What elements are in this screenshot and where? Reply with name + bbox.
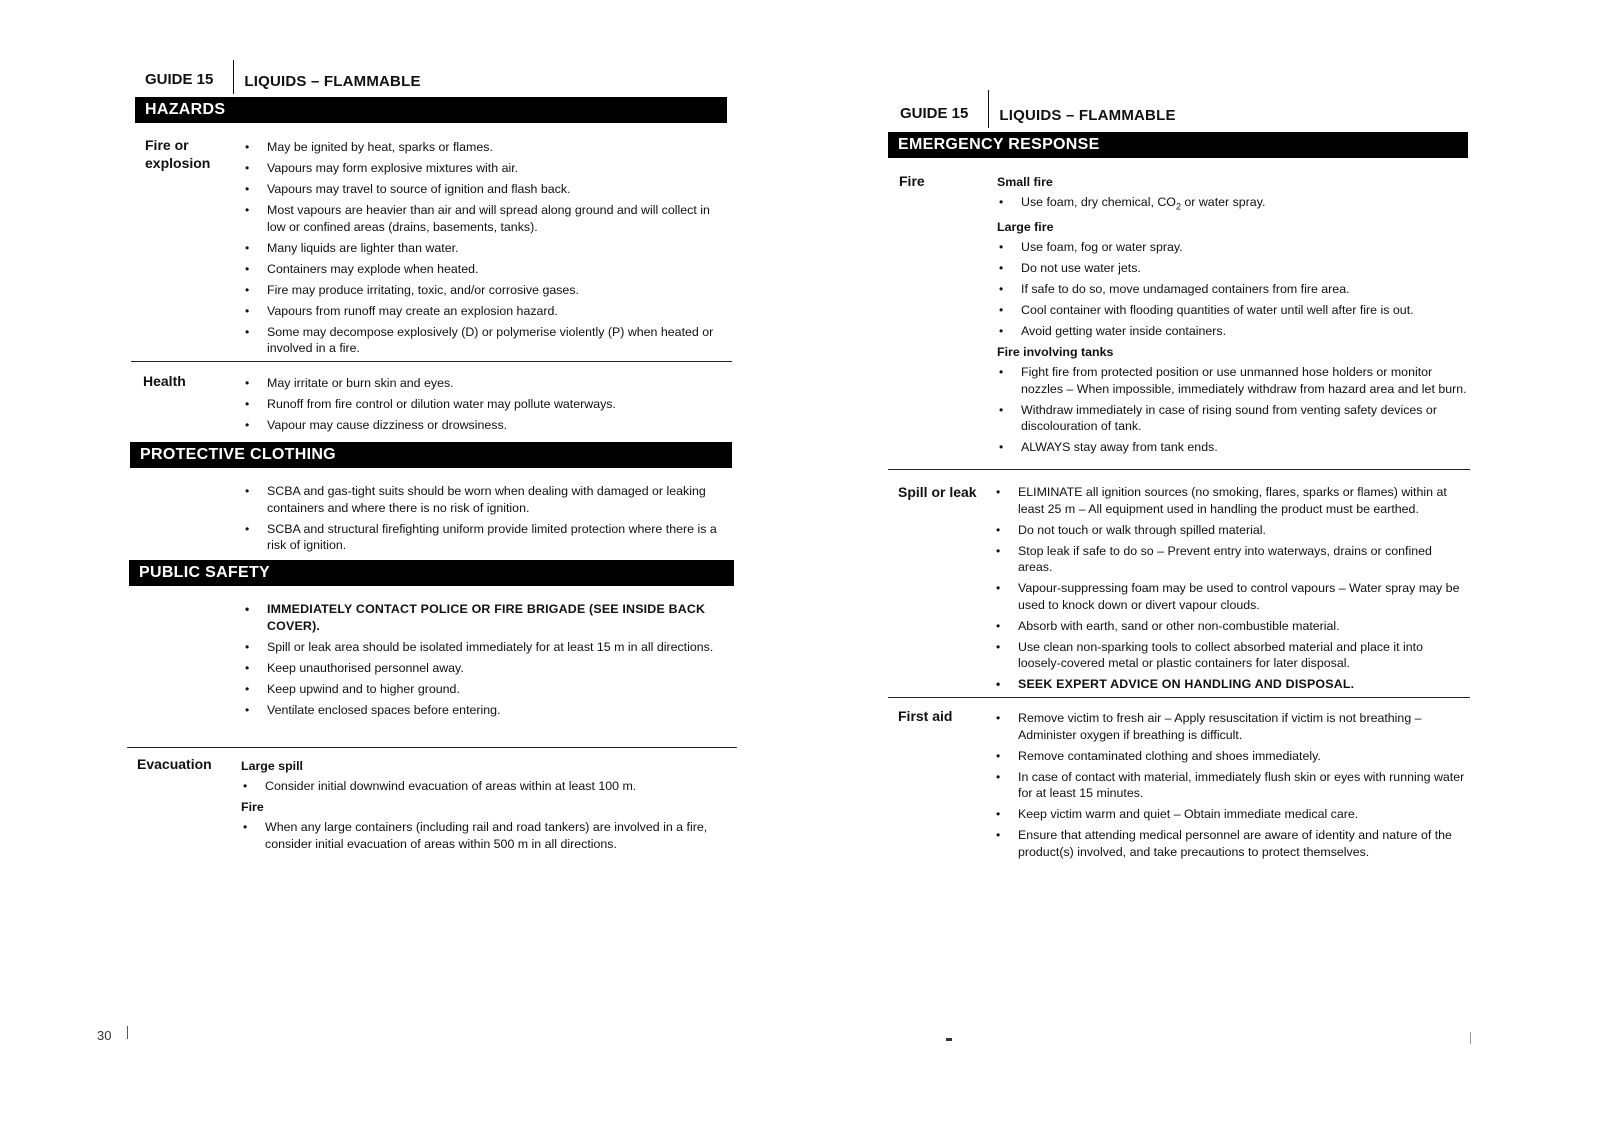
fire-label: Fire xyxy=(899,173,925,189)
guide-number: GUIDE 15 xyxy=(145,71,214,88)
tanks-fire-heading: Fire involving tanks xyxy=(997,345,1114,360)
list-item: • Containers may explode when heated. xyxy=(243,261,723,278)
list-item: • Remove contaminated clothing and shoes immediately. xyxy=(994,748,1466,765)
list-item: • May be ignited by heat, sparks or flames. xyxy=(243,139,723,156)
list-item: • Vapours may form explosive mixtures with air. xyxy=(243,160,723,177)
list-item: • Use foam, dry chemical, $CO_2$ or water spray. xyxy=(997,194,1467,215)
list-item: • Runoff from fire control or dilution water may pollute waterways. xyxy=(243,396,723,413)
list-item: • Most vapours are heavier than air and will spread along ground and will collect in low or confined areas (drains, basements, tanks). xyxy=(243,202,723,235)
list-item: • IMMEDIATELY CONTACT POLICE OR FIRE BRIGADE (SEE INSIDE BACK COVER). xyxy=(243,601,723,634)
list-item: • Some may decompose explosively (D) or polymerise violently (P) when heated or involved in a fire. xyxy=(243,324,723,357)
protective-clothing-section xyxy=(243,483,723,558)
list-item: • Ensure that attending medical personnel are aware of identity and nature of the product(s) involved, and take precautions to protect themselves. xyxy=(994,827,1466,860)
margin-mark xyxy=(946,1038,952,1041)
list-item: • Cool container with flooding quantities of water until well after fire is out. xyxy=(997,302,1467,319)
list-item: • SEEK EXPERT ADVICE ON HANDLING AND DISPOSAL. xyxy=(994,676,1466,693)
list-item: • Do not touch or walk through spilled material. xyxy=(994,522,1466,539)
guide-header xyxy=(145,60,421,94)
list-item: • Ventilate enclosed spaces before entering. xyxy=(243,702,723,719)
large-fire-list xyxy=(997,239,1467,340)
spill-leak-label: Spill or leak xyxy=(898,484,977,500)
small-fire-list xyxy=(997,194,1467,215)
public-safety-list xyxy=(243,601,723,718)
guide-title: LIQUIDS – FLAMMABLE xyxy=(988,90,1175,128)
list-item: • Fight fire from protected position or use unmanned hose holders or monitor nozzles – When impossible, immediately withdraw from hazard area and let burn. xyxy=(997,364,1467,397)
list-item: • Vapours may travel to source of ignition and flash back. xyxy=(243,181,723,198)
large-spill-heading: Large spill xyxy=(241,759,303,773)
list-item: • Keep unauthorised personnel away. xyxy=(243,660,723,677)
list-item: • Fire may produce irritating, toxic, and/or corrosive gases. xyxy=(243,282,723,299)
list-item: • Avoid getting water inside containers. xyxy=(997,323,1467,340)
list-item: • ALWAYS stay away from tank ends. xyxy=(997,439,1467,456)
page-number: 30 xyxy=(97,1028,112,1043)
health-label: Health xyxy=(143,373,186,389)
spill-leak-list xyxy=(994,484,1466,693)
list-item: • SCBA and structural firefighting uniform provide limited protection where there is a risk of ignition. xyxy=(243,521,723,554)
list-item: • When any large containers (including rail and road tankers) are involved in a fire, consider initial evacuation of areas within 500 m in all directions. xyxy=(241,819,721,852)
list-item: • Use foam, fog or water spray. xyxy=(997,239,1467,256)
list-item: • Do not use water jets. xyxy=(997,260,1467,277)
list-item: • Spill or leak area should be isolated immediately for at least 15 m in all directions. xyxy=(243,639,723,656)
list-item: • Keep upwind and to higher ground. xyxy=(243,681,723,698)
list-item: • Consider initial downwind evacuation of areas within at least 100 m. xyxy=(241,778,721,795)
tanks-fire-list xyxy=(997,364,1467,456)
guide-number: GUIDE 15 xyxy=(900,105,969,122)
margin-tick xyxy=(127,1026,128,1039)
guide-title: LIQUIDS – FLAMMABLE xyxy=(233,60,420,94)
large-fire-heading: Large fire xyxy=(997,220,1054,235)
list-item: • In case of contact with material, immediately flush skin or eyes with running water for at least 15 minutes. xyxy=(994,769,1466,802)
protective-clothing-list xyxy=(243,483,723,554)
first-aid-list xyxy=(994,710,1466,860)
list-item: • Use clean non-sparking tools to collect absorbed material and place it into loosely-covered metal or plastic containers for later disposal. xyxy=(994,639,1466,672)
list-item: • May irritate or burn skin and eyes. xyxy=(243,375,723,392)
list-item: • Keep victim warm and quiet – Obtain immediate medical care. xyxy=(994,806,1466,823)
protective-clothing-bar: PROTECTIVE CLOTHING xyxy=(130,442,732,468)
large-spill-list xyxy=(241,778,721,795)
list-item: • ELIMINATE all ignition sources (no smoking, flares, sparks or flames) within at least 25 m – All equipment used in handling the product must be earthed. xyxy=(994,484,1466,517)
margin-tick xyxy=(1470,1032,1471,1044)
list-item: • SCBA and gas-tight suits should be worn when dealing with damaged or leaking containers and where there is no risk of ignition. xyxy=(243,483,723,516)
list-item: • Vapour-suppressing foam may be used to control vapours – Water spray may be used to knock down or divert vapour clouds. xyxy=(994,580,1466,613)
fire-explosion-label: Fire or explosion xyxy=(145,137,211,171)
first-aid-label: First aid xyxy=(898,708,953,724)
emergency-response-bar: EMERGENCY RESPONSE xyxy=(888,132,1468,158)
right-page xyxy=(800,0,1599,1130)
public-safety-section xyxy=(243,601,723,723)
small-fire-heading: Small fire xyxy=(997,175,1053,189)
divider xyxy=(131,361,732,362)
list-item: • Stop leak if safe to do so – Prevent entry into waterways, drains or confined areas. xyxy=(994,543,1466,576)
list-item: • Many liquids are lighter than water. xyxy=(243,240,723,257)
health-list xyxy=(243,375,723,434)
list-item: • If safe to do so, move undamaged containers from fire area. xyxy=(997,281,1467,298)
list-item: • Vapours from runoff may create an explosion hazard. xyxy=(243,303,723,320)
fire-heading: Fire xyxy=(241,800,264,814)
guide-header xyxy=(900,94,1176,128)
divider xyxy=(127,747,737,748)
list-item: • Remove victim to fresh air – Apply resuscitation if victim is not breathing – Administer oxygen if breathing is difficult. xyxy=(994,710,1466,743)
evacuation-label: Evacuation xyxy=(137,756,212,772)
divider xyxy=(888,469,1470,470)
divider xyxy=(888,697,1470,698)
public-safety-bar: PUBLIC SAFETY xyxy=(129,560,734,586)
fire-evac-list xyxy=(241,819,721,852)
fire-explosion-list xyxy=(243,139,723,357)
list-item: • Absorb with earth, sand or other non-combustible material. xyxy=(994,618,1466,635)
hazards-bar: HAZARDS xyxy=(135,97,727,123)
list-item: • Vapour may cause dizziness or drowsiness. xyxy=(243,417,723,434)
list-item: • Withdraw immediately in case of rising sound from venting safety devices or discolouration of tank. xyxy=(997,402,1467,435)
